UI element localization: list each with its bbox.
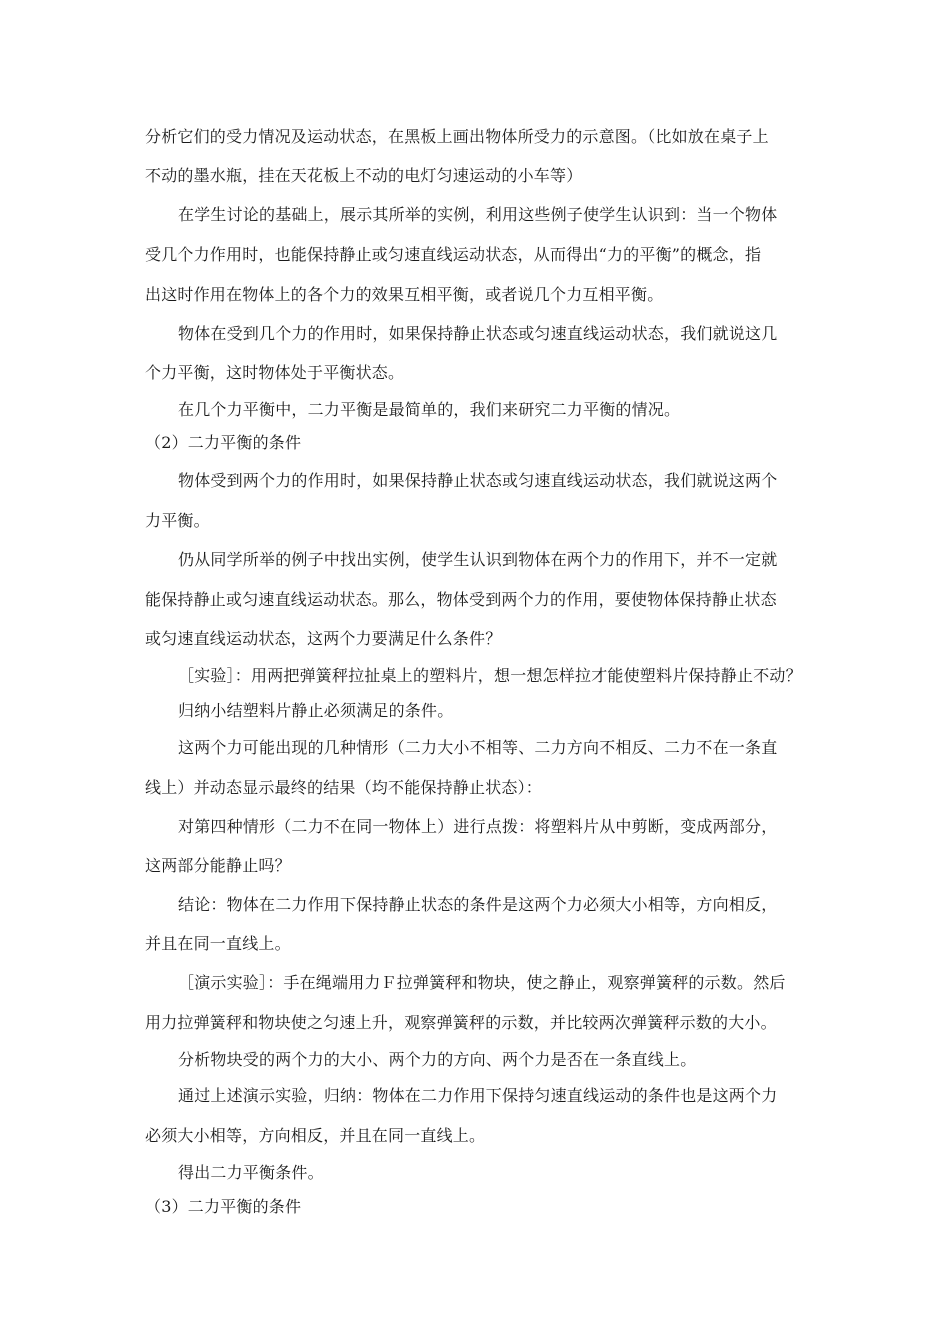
text-line: 用力拉弹簧秤和物块使之匀速上升，观察弹簧秤的示数，并比较两次弹簧秤示数的大小。 xyxy=(145,1013,777,1032)
text-line: 这两部分能静止吗？ xyxy=(145,856,291,875)
text-line: 或匀速直线运动状态，这两个力要满足什么条件？ xyxy=(145,629,502,648)
text-line: 必须大小相等，方向相反，并且在同一直线上。 xyxy=(145,1126,486,1145)
text-line: 线上）并动态显示最终的结果（均不能保持静止状态）： xyxy=(145,778,543,797)
section-heading: （2）二力平衡的条件 xyxy=(145,433,302,452)
section-heading: （3）二力平衡的条件 xyxy=(145,1197,302,1216)
text-line: 归纳小结塑料片静止必须满足的条件。 xyxy=(178,701,454,720)
text-line: 分析物块受的两个力的大小、两个力的方向、两个力是否在一条直线上。 xyxy=(178,1050,697,1069)
text-line: 在几个力平衡中，二力平衡是最简单的，我们来研究二力平衡的情况。 xyxy=(178,400,681,419)
text-line: 并且在同一直线上。 xyxy=(145,934,291,953)
text-line: 得出二力平衡条件。 xyxy=(178,1163,324,1182)
text-line: 结论：物体在二力作用下保持静止状态的条件是这两个力必须大小相等，方向相反， xyxy=(178,895,778,914)
text-line: 力平衡。 xyxy=(145,511,210,530)
text-line: 出这时作用在物体上的各个力的效果互相平衡，或者说几个力互相平衡。 xyxy=(145,285,664,304)
text-line: 受几个力作用时，也能保持静止或匀速直线运动状态，从而得出“力的平衡”的概念，指 xyxy=(145,245,762,264)
text-line: 仍从同学所举的例子中找出实例，使学生认识到物体在两个力的作用下，并不一定就 xyxy=(178,550,778,569)
text-line: 物体受到两个力的作用时，如果保持静止状态或匀速直线运动状态，我们就说这两个 xyxy=(178,471,778,490)
text-line: 对第四种情形（二力不在同一物体上）进行点拨：将塑料片从中剪断，变成两部分， xyxy=(178,817,778,836)
text-line: 物体在受到几个力的作用时，如果保持静止状态或匀速直线运动状态，我们就说这几 xyxy=(178,324,778,343)
text-line: 这两个力可能出现的几种情形（二力大小不相等、二力方向不相反、二力不在一条直 xyxy=(178,738,778,757)
text-line: 分析它们的受力情况及运动状态，在黑板上画出物体所受力的示意图。（比如放在桌子上 xyxy=(145,127,769,146)
text-line: ［演示实验］：手在绳端用力Ｆ拉弹簧秤和物块，使之静止，观察弹簧秤的示数。然后 xyxy=(178,973,786,992)
text-line: ［实验］：用两把弹簧秤拉扯桌上的塑料片，想一想怎样拉才能使塑料片保持静止不动？ xyxy=(178,666,802,685)
text-line: 在学生讨论的基础上，展示其所举的实例，利用这些例子使学生认识到：当一个物体 xyxy=(178,205,778,224)
text-line: 通过上述演示实验，归纳：物体在二力作用下保持匀速直线运动的条件也是这两个力 xyxy=(178,1086,778,1105)
text-line: 不动的墨水瓶，挂在天花板上不动的电灯匀速运动的小车等） xyxy=(145,166,583,185)
text-line: 个力平衡，这时物体处于平衡状态。 xyxy=(145,363,405,382)
text-line: 能保持静止或匀速直线运动状态。那么，物体受到两个力的作用，要使物体保持静止状态 xyxy=(145,590,777,609)
